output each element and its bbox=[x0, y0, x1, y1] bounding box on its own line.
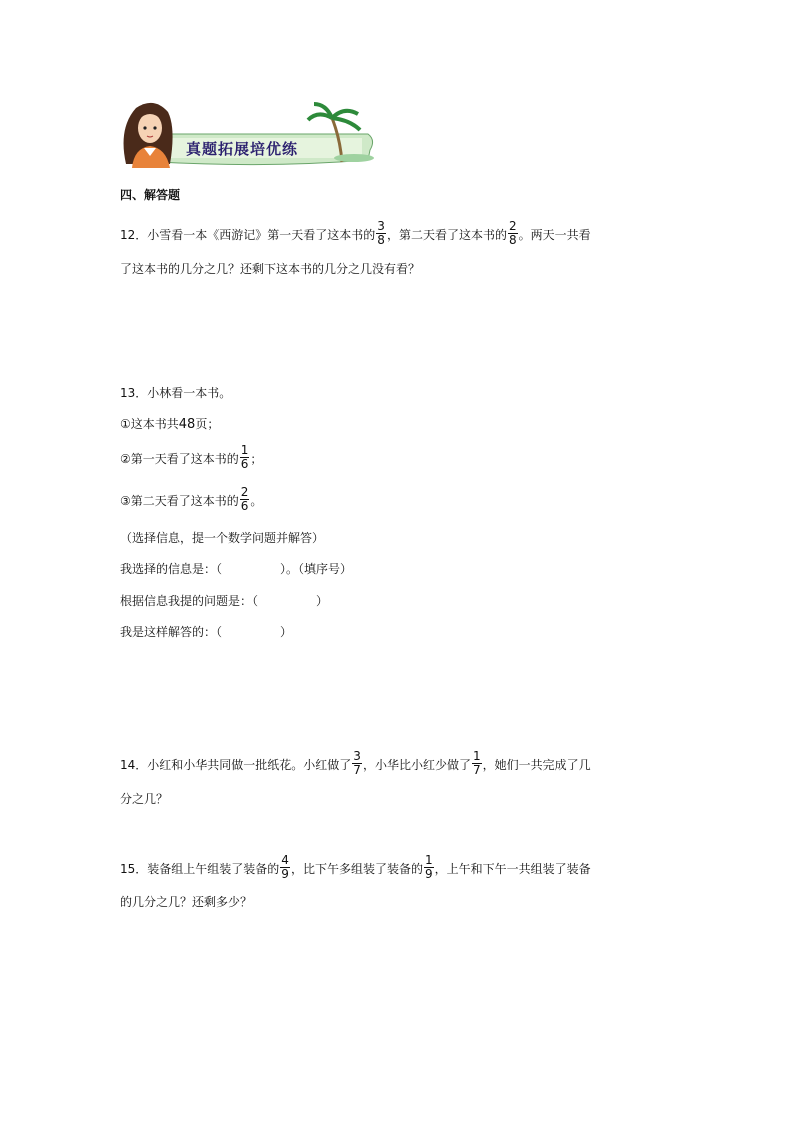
fraction: $\frac{1}{6}$ bbox=[240, 443, 249, 471]
question-15-line-2: 的几分之几？还剩多少？ bbox=[120, 895, 253, 909]
question-13-title: 13．小林看一本书。 bbox=[120, 386, 232, 400]
question-13-item-1: ①这本书共48页； bbox=[120, 417, 220, 432]
question-number: 15． bbox=[120, 862, 148, 876]
fraction: $\frac{2}{8}$ bbox=[508, 219, 517, 247]
fraction: $\frac{2}{6}$ bbox=[240, 485, 249, 513]
fraction: $\frac{3}{7}$ bbox=[353, 749, 361, 777]
question-12-line-1: 12．小雪看一本《西游记》第一天看了这本书的 $\frac{3}{8}$ ，第二天看了这本书的 $\frac{2}{8}$ 。两天一共看 bbox=[120, 219, 591, 247]
question-13-answer-line: 我是这样解答的：（ ） bbox=[120, 625, 293, 639]
fraction: $\frac{1}{7}$ bbox=[472, 749, 481, 777]
question-number: 14． bbox=[120, 758, 148, 772]
section-banner bbox=[118, 98, 380, 170]
fraction: $\frac{1}{9}$ bbox=[424, 853, 433, 881]
fraction: $\frac{3}{8}$ bbox=[377, 219, 385, 247]
banner-title: 真题拓展培优练 bbox=[186, 140, 299, 158]
question-13-instruction: （选择信息，提一个数学问题并解答） bbox=[120, 531, 325, 545]
question-number: 13． bbox=[120, 386, 148, 400]
question-13-question-line: 根据信息我提的问题是：（ ） bbox=[120, 594, 329, 608]
fraction: $\frac{4}{9}$ bbox=[281, 853, 289, 881]
girl-and-palm-illustration bbox=[118, 98, 380, 170]
question-13-choice-line: 我选择的信息是：（ ）。（填序号） bbox=[120, 562, 353, 576]
section-heading: 四、解答题 bbox=[120, 188, 181, 202]
question-number: 12． bbox=[120, 228, 148, 242]
question-14-line-1: 14．小红和小华共同做一批纸花。小红做了 $\frac{3}{7}$ ，小华比小红少做了 $\frac{1}{7}$ ，她们一共完成了几 bbox=[120, 749, 591, 777]
question-14-line-2: 分之几？ bbox=[120, 792, 169, 806]
question-12-line-2: 了这本书的几分之几？还剩下这本书的几分之几没有看？ bbox=[120, 262, 421, 276]
question-15-line-1: 15．装备组上午组装了装备的 $\frac{4}{9}$ ，比下午多组装了装备的 $\frac{1}{9}$ ，上午和下午一共组装了装备 bbox=[120, 853, 591, 881]
question-13-item-3: ③第二天看了这本书的 $\frac{2}{6}$ 。 bbox=[120, 485, 263, 513]
question-13-item-2: ②第一天看了这本书的 $\frac{1}{6}$ ； bbox=[120, 443, 263, 471]
